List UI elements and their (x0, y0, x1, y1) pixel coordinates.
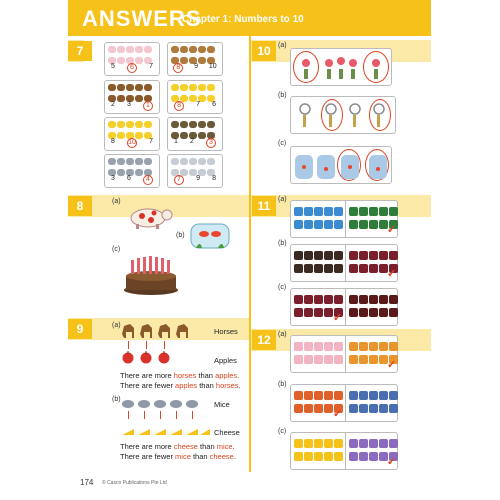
q8-label-c: (c) (112, 246, 121, 253)
counting-picture (369, 207, 378, 216)
sentence-text: There are fewer (120, 381, 176, 390)
counting-picture (207, 158, 215, 165)
q7-tile (167, 117, 223, 151)
counting-picture (144, 84, 152, 91)
counting-picture (304, 207, 313, 216)
circled-number: 3 (206, 138, 216, 148)
number-option: 5 (111, 63, 115, 70)
counting-picture (369, 251, 378, 260)
horses-row (120, 320, 194, 340)
counting-picture (314, 452, 323, 461)
counting-picture (207, 84, 215, 91)
counting-picture (171, 84, 179, 91)
q7-number: 7 (68, 41, 92, 61)
counting-picture (324, 308, 333, 317)
number-options (105, 63, 159, 73)
counting-picture (369, 295, 378, 304)
number-option: 7 (196, 101, 200, 108)
counting-picture (324, 452, 333, 461)
counting-picture (294, 207, 303, 216)
counting-picture (324, 264, 333, 273)
checkmark-icon: ✓ (387, 456, 397, 468)
counting-picture (349, 207, 358, 216)
counting-picture (294, 342, 303, 351)
q7-tile (167, 42, 223, 76)
counting-picture (117, 158, 125, 165)
counting-picture (334, 295, 343, 304)
match-line (128, 341, 129, 349)
counting-picture (324, 439, 333, 448)
counting-picture (304, 452, 313, 461)
counting-picture (334, 207, 343, 216)
mice-row (120, 396, 200, 408)
match-line (146, 341, 147, 349)
circled-number: 1 (143, 101, 153, 111)
counting-picture (349, 439, 358, 448)
counting-picture (349, 342, 358, 351)
match-line (160, 411, 161, 419)
answer-word: apples (215, 371, 238, 380)
answer-word: cheese (209, 452, 234, 461)
counting-picture (294, 439, 303, 448)
q12-label-b: (b) (278, 381, 287, 388)
counting-picture (369, 220, 378, 229)
birthday-cake-picture (122, 252, 180, 296)
counting-picture (198, 158, 206, 165)
checkmark-icon: ✓ (387, 359, 397, 371)
counting-picture (144, 158, 152, 165)
q9b-sentence-2 (120, 452, 236, 461)
box-divider (345, 385, 346, 421)
counting-picture (126, 84, 134, 91)
word-mice: Mice (214, 400, 230, 409)
page-number: 174 (80, 478, 94, 487)
q12-number: 12 (252, 330, 276, 350)
match-line (144, 411, 145, 419)
counting-picture (126, 46, 134, 53)
counting-picture (359, 452, 368, 461)
circled-number: 8 (173, 63, 183, 73)
number-option: 10 (208, 63, 217, 70)
counting-picture (379, 207, 388, 216)
cow-picture (126, 205, 174, 229)
counting-picture (369, 439, 378, 448)
number-option: 2 (111, 101, 115, 108)
q7-tile (167, 80, 223, 114)
counting-picture (294, 295, 303, 304)
counting-picture (324, 220, 333, 229)
counting-picture (349, 220, 358, 229)
counting-picture (324, 404, 333, 413)
counting-picture (294, 264, 303, 273)
counting-picture (314, 220, 323, 229)
page-header (68, 0, 431, 36)
counting-picture (334, 452, 343, 461)
counting-picture (180, 84, 188, 91)
counting-picture (117, 121, 125, 128)
counting-picture (369, 355, 378, 364)
counting-picture (369, 404, 378, 413)
checkmark-icon: ✓ (333, 408, 343, 420)
counting-picture (314, 342, 323, 351)
q9-number: 9 (68, 319, 92, 339)
match-line (128, 411, 129, 419)
counting-picture (117, 84, 125, 91)
box-divider (345, 289, 346, 325)
counting-picture (294, 355, 303, 364)
counting-picture (324, 391, 333, 400)
number-options (105, 101, 159, 111)
counting-picture (207, 121, 215, 128)
counting-picture (334, 264, 343, 273)
counting-picture (144, 121, 152, 128)
number-options (168, 63, 222, 73)
number-option: 6 (127, 175, 131, 182)
sentence-text: . (233, 452, 236, 461)
comparison-box (290, 432, 398, 470)
counting-picture (207, 46, 215, 53)
q7-tile (104, 80, 160, 114)
box-divider (345, 201, 346, 237)
counting-picture (324, 342, 333, 351)
q8-label-a: (a) (112, 198, 121, 205)
counting-picture (189, 158, 197, 165)
number-option: 3 (127, 101, 131, 108)
answer-word: horses (173, 371, 197, 380)
q12-label-a: (a) (278, 331, 287, 338)
sentence-text: There are more (120, 442, 174, 451)
counting-picture (314, 295, 323, 304)
counting-picture (198, 121, 206, 128)
q10c-picture-box (290, 146, 392, 184)
q7-tile (167, 154, 223, 188)
number-option: 1 (174, 138, 178, 145)
chapter-title: Chapter 1: Numbers to 10 (182, 14, 304, 25)
counting-picture (314, 404, 323, 413)
q11-number: 11 (252, 196, 276, 216)
match-line (192, 411, 193, 419)
counting-picture (389, 308, 398, 317)
counting-picture (189, 46, 197, 53)
q10-label-b: (b) (278, 92, 287, 99)
answer-word: horses (215, 381, 239, 390)
counting-picture (324, 207, 333, 216)
number-option: 7 (149, 63, 153, 70)
counting-picture (359, 308, 368, 317)
counting-picture (369, 391, 378, 400)
counting-picture (135, 121, 143, 128)
circled-number: 8 (174, 101, 184, 111)
counting-picture (294, 251, 303, 260)
circled-number: 4 (143, 175, 153, 185)
comparison-box (290, 335, 398, 373)
counting-picture (349, 355, 358, 364)
counting-picture (369, 342, 378, 351)
number-option: 8 (212, 175, 216, 182)
number-option: 7 (149, 138, 153, 145)
number-options (105, 138, 159, 148)
counting-picture (359, 355, 368, 364)
counting-picture (359, 342, 368, 351)
sentence-text: than (197, 442, 217, 451)
counting-picture (369, 452, 378, 461)
q11-label-c: (c) (278, 284, 287, 291)
counting-picture (294, 452, 303, 461)
q7-tile (104, 117, 160, 151)
counting-picture (389, 391, 398, 400)
q8-label-b: (b) (176, 232, 185, 239)
counting-picture (171, 46, 179, 53)
counting-picture (198, 46, 206, 53)
counting-picture (359, 220, 368, 229)
checkmark-icon: ✓ (387, 224, 397, 236)
sentence-text: than (190, 452, 210, 461)
answer-word: mice (175, 452, 191, 461)
word-apples: Apples (214, 356, 237, 365)
counting-picture (349, 308, 358, 317)
counting-picture (379, 439, 388, 448)
counting-picture (379, 404, 388, 413)
counting-picture (198, 84, 206, 91)
counting-picture (334, 355, 343, 364)
counting-picture (314, 391, 323, 400)
counting-picture (349, 264, 358, 273)
counting-picture (314, 264, 323, 273)
q10-label-c: (c) (278, 140, 287, 147)
counting-picture (334, 251, 343, 260)
counting-picture (304, 220, 313, 229)
sentence-text: There are fewer (120, 452, 176, 461)
counting-picture (304, 355, 313, 364)
number-option: 9 (196, 175, 200, 182)
counting-picture (324, 251, 333, 260)
counting-picture (126, 158, 134, 165)
answer-word: cheese (173, 442, 198, 451)
sentence-text: than (197, 381, 216, 390)
counting-picture (359, 207, 368, 216)
number-options (105, 175, 159, 185)
page-title: ANSWERS (82, 6, 202, 31)
match-line (176, 411, 177, 419)
q12-label-c: (c) (278, 428, 287, 435)
comparison-box (290, 244, 398, 282)
counting-picture (304, 264, 313, 273)
counting-picture (294, 404, 303, 413)
number-option: 6 (212, 101, 216, 108)
counting-picture (314, 355, 323, 364)
q9-label-b: (b) (112, 396, 121, 403)
counting-picture (294, 391, 303, 400)
number-option: 2 (190, 138, 194, 145)
number-option: 3 (111, 175, 115, 182)
counting-picture (135, 158, 143, 165)
circled-number: 10 (128, 139, 136, 146)
answer-word: mice (216, 442, 233, 451)
counting-picture (334, 439, 343, 448)
q10b-picture-box (290, 96, 396, 134)
counting-picture (359, 251, 368, 260)
comparison-box (290, 200, 398, 238)
q7-tile (104, 42, 160, 76)
counting-picture (369, 308, 378, 317)
counting-picture (379, 391, 388, 400)
counting-picture (349, 391, 358, 400)
counting-picture (171, 121, 179, 128)
q7-tile (104, 154, 160, 188)
word-cheese: Cheese (214, 428, 240, 437)
counting-picture (294, 220, 303, 229)
circled-number: 7 (174, 175, 184, 185)
counting-picture (334, 220, 343, 229)
counting-picture (349, 251, 358, 260)
counting-picture (324, 295, 333, 304)
checkmark-icon: ✓ (333, 312, 343, 324)
answer-page (68, 0, 431, 500)
column-divider (249, 36, 251, 472)
counting-picture (379, 251, 388, 260)
counting-picture (180, 158, 188, 165)
counting-picture (369, 264, 378, 273)
counting-picture (304, 251, 313, 260)
number-options (168, 101, 222, 111)
fishbowl-picture (190, 222, 230, 250)
counting-picture (180, 121, 188, 128)
number-options (168, 175, 222, 185)
box-divider (345, 433, 346, 469)
counting-picture (304, 295, 313, 304)
sentence-text: . (232, 442, 235, 451)
counting-picture (135, 46, 143, 53)
q11-label-b: (b) (278, 240, 287, 247)
q10a-picture-box (290, 48, 392, 86)
counting-picture (189, 84, 197, 91)
apples-row (120, 350, 180, 364)
number-option: 8 (111, 138, 115, 145)
counting-picture (334, 342, 343, 351)
publisher-credit: © Casco Publications Pte Ltd (102, 480, 167, 486)
counting-picture (314, 439, 323, 448)
counting-picture (359, 391, 368, 400)
counting-picture (379, 342, 388, 351)
counting-picture (171, 158, 179, 165)
counting-picture (108, 121, 116, 128)
q10-number: 10 (252, 41, 276, 61)
counting-picture (304, 342, 313, 351)
counting-picture (304, 404, 313, 413)
counting-picture (126, 121, 134, 128)
sentence-text: than (196, 371, 216, 380)
box-divider (345, 336, 346, 372)
counting-picture (349, 404, 358, 413)
circled-number: 6 (127, 63, 137, 73)
counting-picture (389, 439, 398, 448)
counting-picture (304, 391, 313, 400)
answer-word: apples (175, 381, 198, 390)
counting-picture (108, 158, 116, 165)
sentence-text: . (238, 381, 241, 390)
counting-picture (359, 295, 368, 304)
counting-picture (135, 84, 143, 91)
box-divider (345, 245, 346, 281)
checkmark-icon: ✓ (387, 268, 397, 280)
comparison-box (290, 384, 398, 422)
counting-picture (304, 308, 313, 317)
counting-picture (334, 391, 343, 400)
counting-picture (389, 295, 398, 304)
word-horses: Horses (214, 327, 238, 336)
counting-picture (314, 207, 323, 216)
counting-picture (379, 295, 388, 304)
q8-number: 8 (68, 196, 92, 216)
number-options (168, 138, 222, 148)
counting-picture (144, 46, 152, 53)
sentence-text: There are more (120, 371, 174, 380)
counting-picture (117, 46, 125, 53)
counting-picture (324, 355, 333, 364)
counting-picture (389, 342, 398, 351)
counting-picture (294, 308, 303, 317)
q11-label-a: (a) (278, 196, 287, 203)
comparison-box (290, 288, 398, 326)
sentence-text: . (237, 371, 240, 380)
q9a-sentence-1 (120, 371, 239, 380)
counting-picture (359, 264, 368, 273)
counting-picture (349, 295, 358, 304)
counting-picture (314, 251, 323, 260)
counting-picture (314, 308, 323, 317)
counting-picture (389, 207, 398, 216)
counting-picture (180, 46, 188, 53)
match-line (164, 341, 165, 349)
q9a-sentence-2 (120, 381, 241, 390)
counting-picture (359, 404, 368, 413)
counting-picture (189, 121, 197, 128)
q9-label-a: (a) (112, 322, 121, 329)
q9b-sentence-1 (120, 442, 235, 451)
counting-picture (108, 46, 116, 53)
counting-picture (389, 404, 398, 413)
counting-picture (304, 439, 313, 448)
counting-picture (349, 452, 358, 461)
counting-picture (379, 308, 388, 317)
counting-picture (389, 251, 398, 260)
cheese-row (120, 424, 210, 436)
q10-label-a: (a) (278, 42, 287, 49)
counting-picture (108, 84, 116, 91)
number-option: 9 (194, 63, 199, 70)
counting-picture (359, 439, 368, 448)
